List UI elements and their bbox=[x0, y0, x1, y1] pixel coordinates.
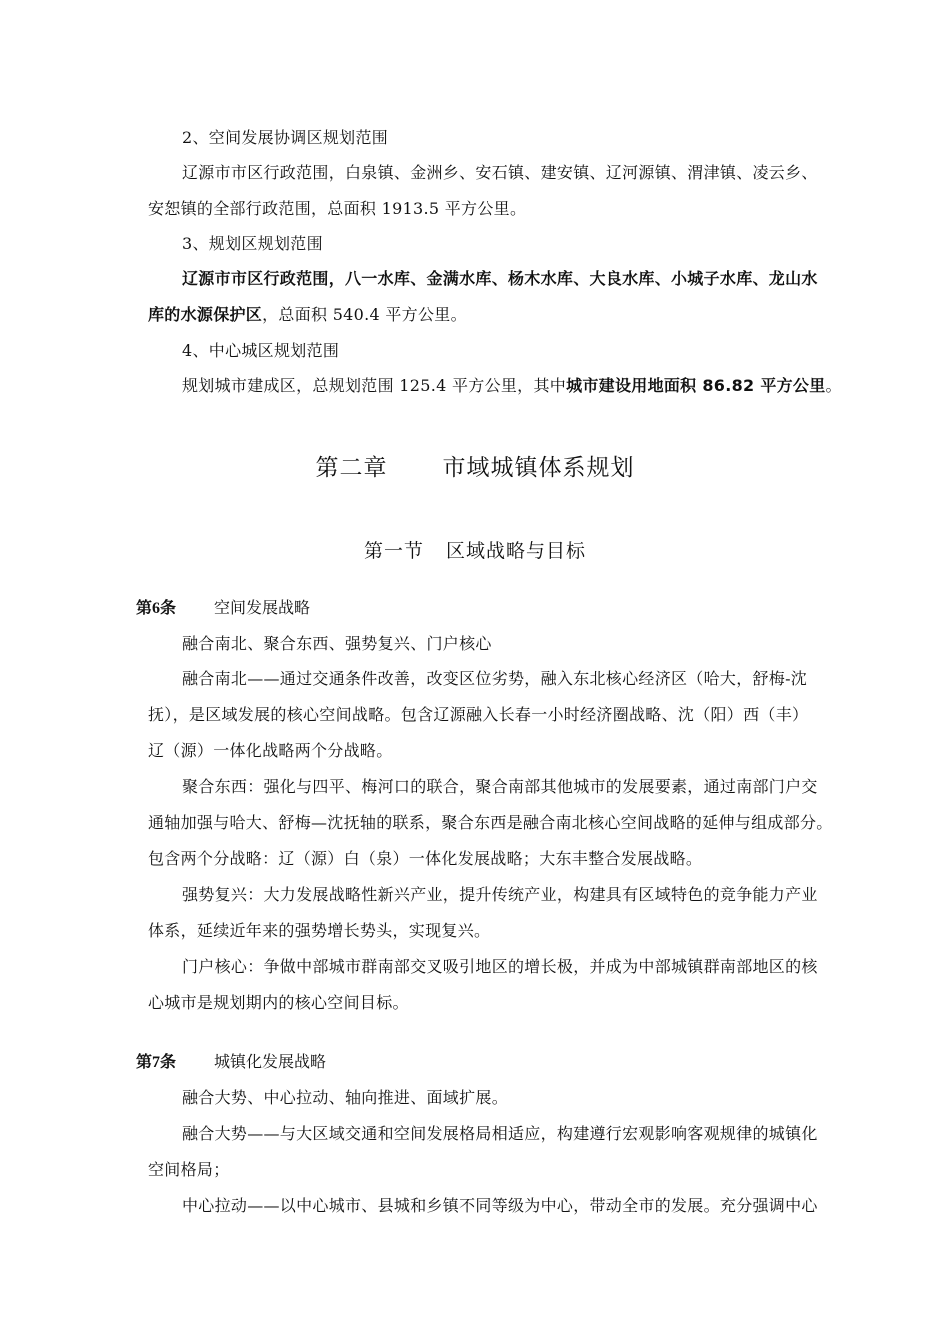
item4-line1-end: 。 bbox=[825, 376, 842, 395]
article7-line: 空间格局； bbox=[148, 1160, 230, 1179]
article6-line: 包含两个分战略：辽（源）白（泉）一体化发展战略；大东丰整合发展战略。 bbox=[148, 849, 703, 868]
chapter-heading bbox=[0, 453, 950, 483]
article6-line: 融合南北、聚合东西、强势复兴、门户核心 bbox=[182, 634, 492, 653]
article6-line: 通轴加强与哈大、舒梅—沈抚轴的联系，聚合东西是融合南北核心空间战略的延伸与组成部分。 bbox=[148, 813, 833, 832]
item3-line1: 辽源市市区行政范围，八一水库、金满水库、杨木水库、大良水库、小城子水库、龙山水 bbox=[182, 269, 818, 288]
article6-heading bbox=[136, 597, 310, 620]
item4-line1-bold: 城市建设用地面积 86.82 平方公里 bbox=[566, 376, 826, 395]
section-heading bbox=[0, 538, 950, 564]
item4-line1-plain: 规划城市建成区，总规划范围 125.4 平方公里，其中 bbox=[182, 376, 567, 395]
article7-line: 融合大势——与大区域交通和空间发展格局相适应，构建遵行宏观影响客观规律的城镇化 bbox=[182, 1124, 818, 1143]
article6-line: 聚合东西：强化与四平、梅河口的联合，聚合南部其他城市的发展要素，通过南部门户交 bbox=[182, 777, 818, 796]
item4-line1 bbox=[182, 375, 842, 397]
article6-line: 辽（源）一体化战略两个分战略。 bbox=[148, 741, 393, 760]
article6-title: 空间发展战略 bbox=[214, 598, 311, 617]
article6-line: 强势复兴：大力发展战略性新兴产业，提升传统产业，构建具有区域特色的竞争能力产业 bbox=[182, 885, 818, 904]
article7-line: 中心拉动——以中心城市、县城和乡镇不同等级为中心，带动全市的发展。充分强调中心 bbox=[182, 1196, 818, 1215]
chapter-title: 市域城镇体系规划 bbox=[442, 455, 635, 481]
article7-line: 融合大势、中心拉动、轴向推进、面域扩展。 bbox=[182, 1088, 509, 1107]
article6-line: 融合南北——通过交通条件改善，改变区位劣势，融入东北核心经济区（哈大，舒梅-沈 bbox=[182, 669, 808, 688]
item2-title: 2、空间发展协调区规划范围 bbox=[182, 128, 389, 147]
item3-line2-bold: 库的水源保护区 bbox=[148, 305, 263, 324]
article6-line: 心城市是规划期内的核心空间目标。 bbox=[148, 993, 409, 1012]
article6-line: 门户核心：争做中部城市群南部交叉吸引地区的增长极，并成为中部城镇群南部地区的核 bbox=[182, 957, 818, 976]
article6-line: 抚），是区域发展的核心空间战略。包含辽源融入长春一小时经济圈战略、沈（阳）西（丰） bbox=[148, 705, 809, 724]
article7-heading bbox=[136, 1051, 326, 1074]
item3-line2-rest: ，总面积 540.4 平方公里。 bbox=[262, 305, 467, 324]
article6-number: 第6条 bbox=[136, 600, 177, 617]
article7-title: 城镇化发展战略 bbox=[214, 1052, 327, 1071]
item2-line1: 辽源市市区行政范围，白泉镇、金洲乡、安石镇、建安镇、辽河源镇、渭津镇、凌云乡、 bbox=[182, 163, 818, 182]
item4-title: 4、中心城区规划范围 bbox=[182, 341, 340, 360]
chapter-number: 第二章 bbox=[315, 455, 388, 481]
item2-line2: 安恕镇的全部行政范围，总面积 1913.5 平方公里。 bbox=[148, 199, 527, 218]
article6-line: 体系，延续近年来的强势增长势头，实现复兴。 bbox=[148, 921, 491, 940]
item3-line2 bbox=[148, 304, 467, 326]
article7-number: 第7条 bbox=[136, 1054, 177, 1071]
section-number: 第一节 bbox=[363, 540, 424, 562]
section-title: 区域战略与目标 bbox=[446, 540, 587, 562]
item3-title: 3、规划区规划范围 bbox=[182, 234, 323, 253]
